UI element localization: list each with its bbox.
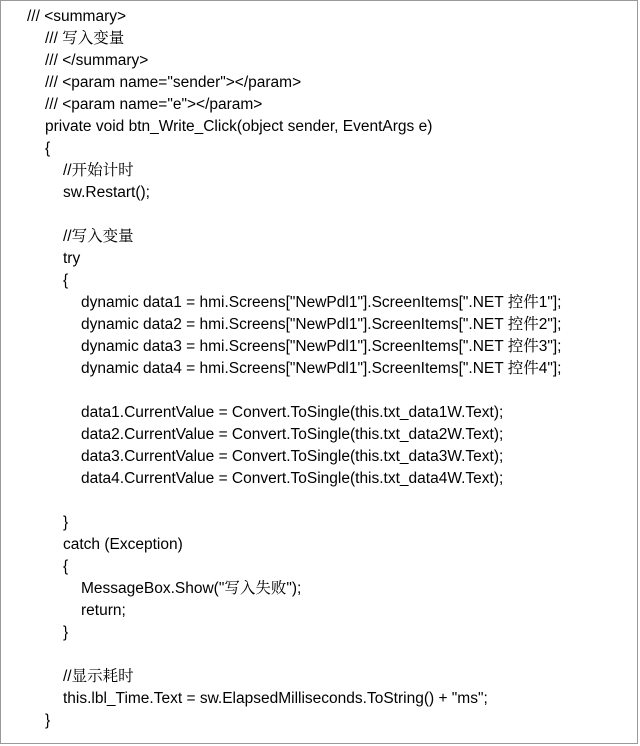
code-line: } bbox=[63, 624, 69, 641]
code-line: //开始计时 bbox=[63, 162, 134, 179]
blank-line bbox=[1, 204, 561, 226]
code-line: sw.Restart(); bbox=[63, 184, 150, 201]
code-line: dynamic data4 = hmi.Screens["NewPdl1"].ScreenItems[".NET 控件4"]; bbox=[81, 360, 562, 377]
code-line: dynamic data2 = hmi.Screens["NewPdl1"].ScreenItems[".NET 控件2"]; bbox=[81, 316, 562, 333]
code-line: data2.CurrentValue = Convert.ToSingle(this.txt_data2W.Text); bbox=[81, 426, 504, 443]
blank-line bbox=[1, 380, 561, 402]
code-line: { bbox=[45, 140, 51, 157]
code-line: try bbox=[63, 250, 81, 267]
code-line: dynamic data1 = hmi.Screens["NewPdl1"].ScreenItems[".NET 控件1"]; bbox=[81, 294, 562, 311]
code-line: /// <param name="e"></param> bbox=[45, 96, 263, 113]
code-lines bbox=[1, 6, 561, 732]
code-line: /// <param name="sender"></param> bbox=[45, 74, 302, 91]
blank-line bbox=[1, 644, 561, 666]
code-line: catch (Exception) bbox=[63, 536, 183, 553]
code-line: { bbox=[63, 272, 69, 289]
code-line: this.lbl_Time.Text = sw.ElapsedMilliseconds.ToString() + "ms"; bbox=[63, 690, 488, 707]
code-line: { bbox=[63, 558, 69, 575]
code-line: dynamic data3 = hmi.Screens["NewPdl1"].ScreenItems[".NET 控件3"]; bbox=[81, 338, 562, 355]
code-line: return; bbox=[81, 602, 126, 619]
code-line: data3.CurrentValue = Convert.ToSingle(this.txt_data3W.Text); bbox=[81, 448, 504, 465]
code-line: //写入变量 bbox=[63, 228, 134, 245]
code-line: /// 写入变量 bbox=[45, 30, 125, 47]
code-line: /// <summary> bbox=[27, 8, 127, 25]
blank-line bbox=[1, 490, 561, 512]
code-line: /// </summary> bbox=[45, 52, 149, 69]
code-line: private void btn_Write_Click(object sender, EventArgs e) bbox=[45, 118, 433, 135]
code-line: data4.CurrentValue = Convert.ToSingle(this.txt_data4W.Text); bbox=[81, 470, 504, 487]
code-line: } bbox=[63, 514, 69, 531]
code-line: data1.CurrentValue = Convert.ToSingle(this.txt_data1W.Text); bbox=[81, 404, 504, 421]
code-line: } bbox=[45, 712, 51, 729]
code-line: MessageBox.Show("写入失败"); bbox=[81, 580, 302, 597]
code-line: //显示耗时 bbox=[63, 668, 134, 685]
